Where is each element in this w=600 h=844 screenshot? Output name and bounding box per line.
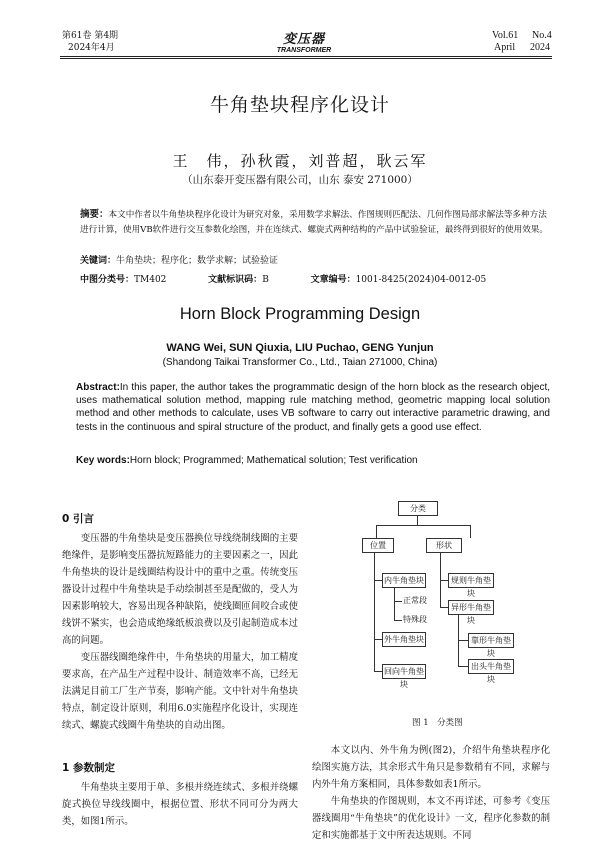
param-heading: 1 参数制定 xyxy=(62,762,115,774)
authors-en: WANG Wei, SUN Qiuxia, LIU Puchao, GENG Yunjun xyxy=(166,342,434,354)
journal-logo xyxy=(268,28,340,54)
paper-title-en: Horn Block Programming Design xyxy=(179,305,421,323)
abstract-en xyxy=(76,381,550,434)
figure-1-diagram xyxy=(340,500,550,710)
abstract-cn-label: 摘要： xyxy=(80,209,109,220)
node-outhead-horn: 出头牛角垫块 xyxy=(468,659,514,674)
article-no-value: 1001-8425(2024)04-0012-05 xyxy=(355,275,487,285)
param-paragraph-1: 牛角垫块主要用于单、多根并绕连续式、多根并绕螺旋式换位导线线圈中，根据位置、形状不同可分为两大类，如图1所示。 xyxy=(62,782,298,827)
month-label: April xyxy=(494,42,516,53)
article-no-label: 文章编号： xyxy=(310,275,356,285)
node-position: 位置 xyxy=(362,538,394,553)
classification-line xyxy=(80,272,486,285)
vol-label: Vol.61 xyxy=(492,30,519,41)
year-label: 2024 xyxy=(530,42,550,53)
keywords-en-text: Horn block; Programmed; Mathematical solution; Test verification xyxy=(129,455,418,466)
node-special-section: 特殊段 xyxy=(403,615,427,624)
intro-body xyxy=(62,530,298,734)
journal-name-en: TRANSFORMER xyxy=(276,47,332,54)
abstract-en-label: Abstract: xyxy=(76,382,120,393)
issue-date: 2024年4月 xyxy=(68,43,115,53)
figure-1-caption: 图 1 分类图 xyxy=(412,718,463,728)
right-body xyxy=(312,742,550,844)
node-inner-horn: 内牛角垫块 xyxy=(382,573,426,588)
node-root: 分类 xyxy=(398,501,438,516)
header-rule xyxy=(60,56,552,57)
right-paragraph-1: 本文以内、外牛角为例(图2)，介绍牛角垫块程序化绘图实施方法，其余形式牛角只是参数稍有不同，求解与内外牛角方案相同，具体参数如表1所示。 xyxy=(312,745,550,790)
node-regular-horn: 规则牛角垫块 xyxy=(448,573,494,588)
affiliation-en: (Shandong Taikai Transformer Co., Ltd., Taian 271000, China) xyxy=(162,357,438,368)
param-body xyxy=(62,779,298,830)
abstract-en-text: In this paper, the author takes the programmatic design of the horn block as the research object, uses mathematical solution method, mapping rule matching method, geometric mapping local solution method and other methods to calculate, uses VB software to carry out interactive parametric drawing, and tests in the continuous and spiral structure of the product, and finally gets a good use effect. xyxy=(76,382,550,433)
keywords-en xyxy=(76,455,418,466)
paper-title-cn: 牛角垫块程序化设计 xyxy=(209,94,390,116)
doc-code-label: 文献标识码： xyxy=(208,275,263,285)
doc-code-value: B xyxy=(262,275,269,285)
intro-paragraph-1: 变压器的牛角垫块是变压器换位导线绕制线圈的主要绝缘件，是影响变压器抗短路能力的主要因素之一，因此牛角垫块的设计是线圈结构设计中的重中之重。传统变压器设计过程中牛角垫块是手动绘制甚至是配做的，受人为因素影响较大，容易出现各种缺陷，使线圈匝间咬合或使线饼不紧实，也会造成绝缘纸板浪费以及引起制造成本过高的问题。 xyxy=(62,533,298,646)
header-rule-thin xyxy=(60,58,552,59)
journal-name-cn: 变压器 xyxy=(282,32,325,47)
authors-cn: 王 伟，孙秋霞，刘普超，耿云军 xyxy=(172,152,428,170)
keywords-cn-text: 牛角垫块；程序化；数学求解；试验验证 xyxy=(116,256,279,266)
keywords-en-label: Key words: xyxy=(76,455,130,466)
keywords-cn xyxy=(80,253,278,266)
no-label: No.4 xyxy=(532,30,552,41)
node-return-horn: 回向牛角垫块 xyxy=(382,664,426,679)
clc-label: 中图分类号： xyxy=(80,275,135,285)
node-shape: 形状 xyxy=(426,538,462,553)
node-beam-horn: 靠形牛角垫块 xyxy=(468,633,514,648)
clc-value: TM402 xyxy=(134,275,167,285)
right-paragraph-2: 牛角垫块的作图规则，本文不再详述，可参考《变压器线圈用“牛角垫块”的优化设计》一文，程序化参数的制定和实施都基于文中所表达规则。不同 xyxy=(312,796,550,841)
keywords-cn-label: 关键词： xyxy=(80,256,117,266)
intro-heading: 0 引言 xyxy=(62,513,94,525)
node-normal-section: 正常段 xyxy=(403,596,427,605)
issue-volume: 第61卷 第4期 xyxy=(62,31,119,41)
intro-paragraph-2: 变压器线圈绝缘件中，牛角垫块的用量大，加工精度要求高，在产品生产过程中设计、制造效率不高，已经无法满足目前工厂生产节奏，影响产能。文中针对牛角垫块特点，制定设计原则，利用6.0实施程序化设计，实现连续式、螺旋式线圈牛角垫块的自动出图。 xyxy=(62,652,298,731)
node-outer-horn: 外牛角垫块 xyxy=(382,632,426,647)
abstract-cn xyxy=(80,207,550,238)
abstract-cn-text: 本文中作者以牛角垫块程序化设计为研究对象，采用数学求解法、作图规则匹配法、几何作图局部求解法等多种方法进行计算，使用VB软件进行交互参数化绘图，并在连续式、螺旋式两种结构的产品中试验验证，最终得到很好的使用效果。 xyxy=(80,210,548,235)
affiliation-cn: （山东泰开变压器有限公司，山东 泰安 271000） xyxy=(182,174,418,186)
node-irregular-horn: 异形牛角垫块 xyxy=(448,600,494,615)
